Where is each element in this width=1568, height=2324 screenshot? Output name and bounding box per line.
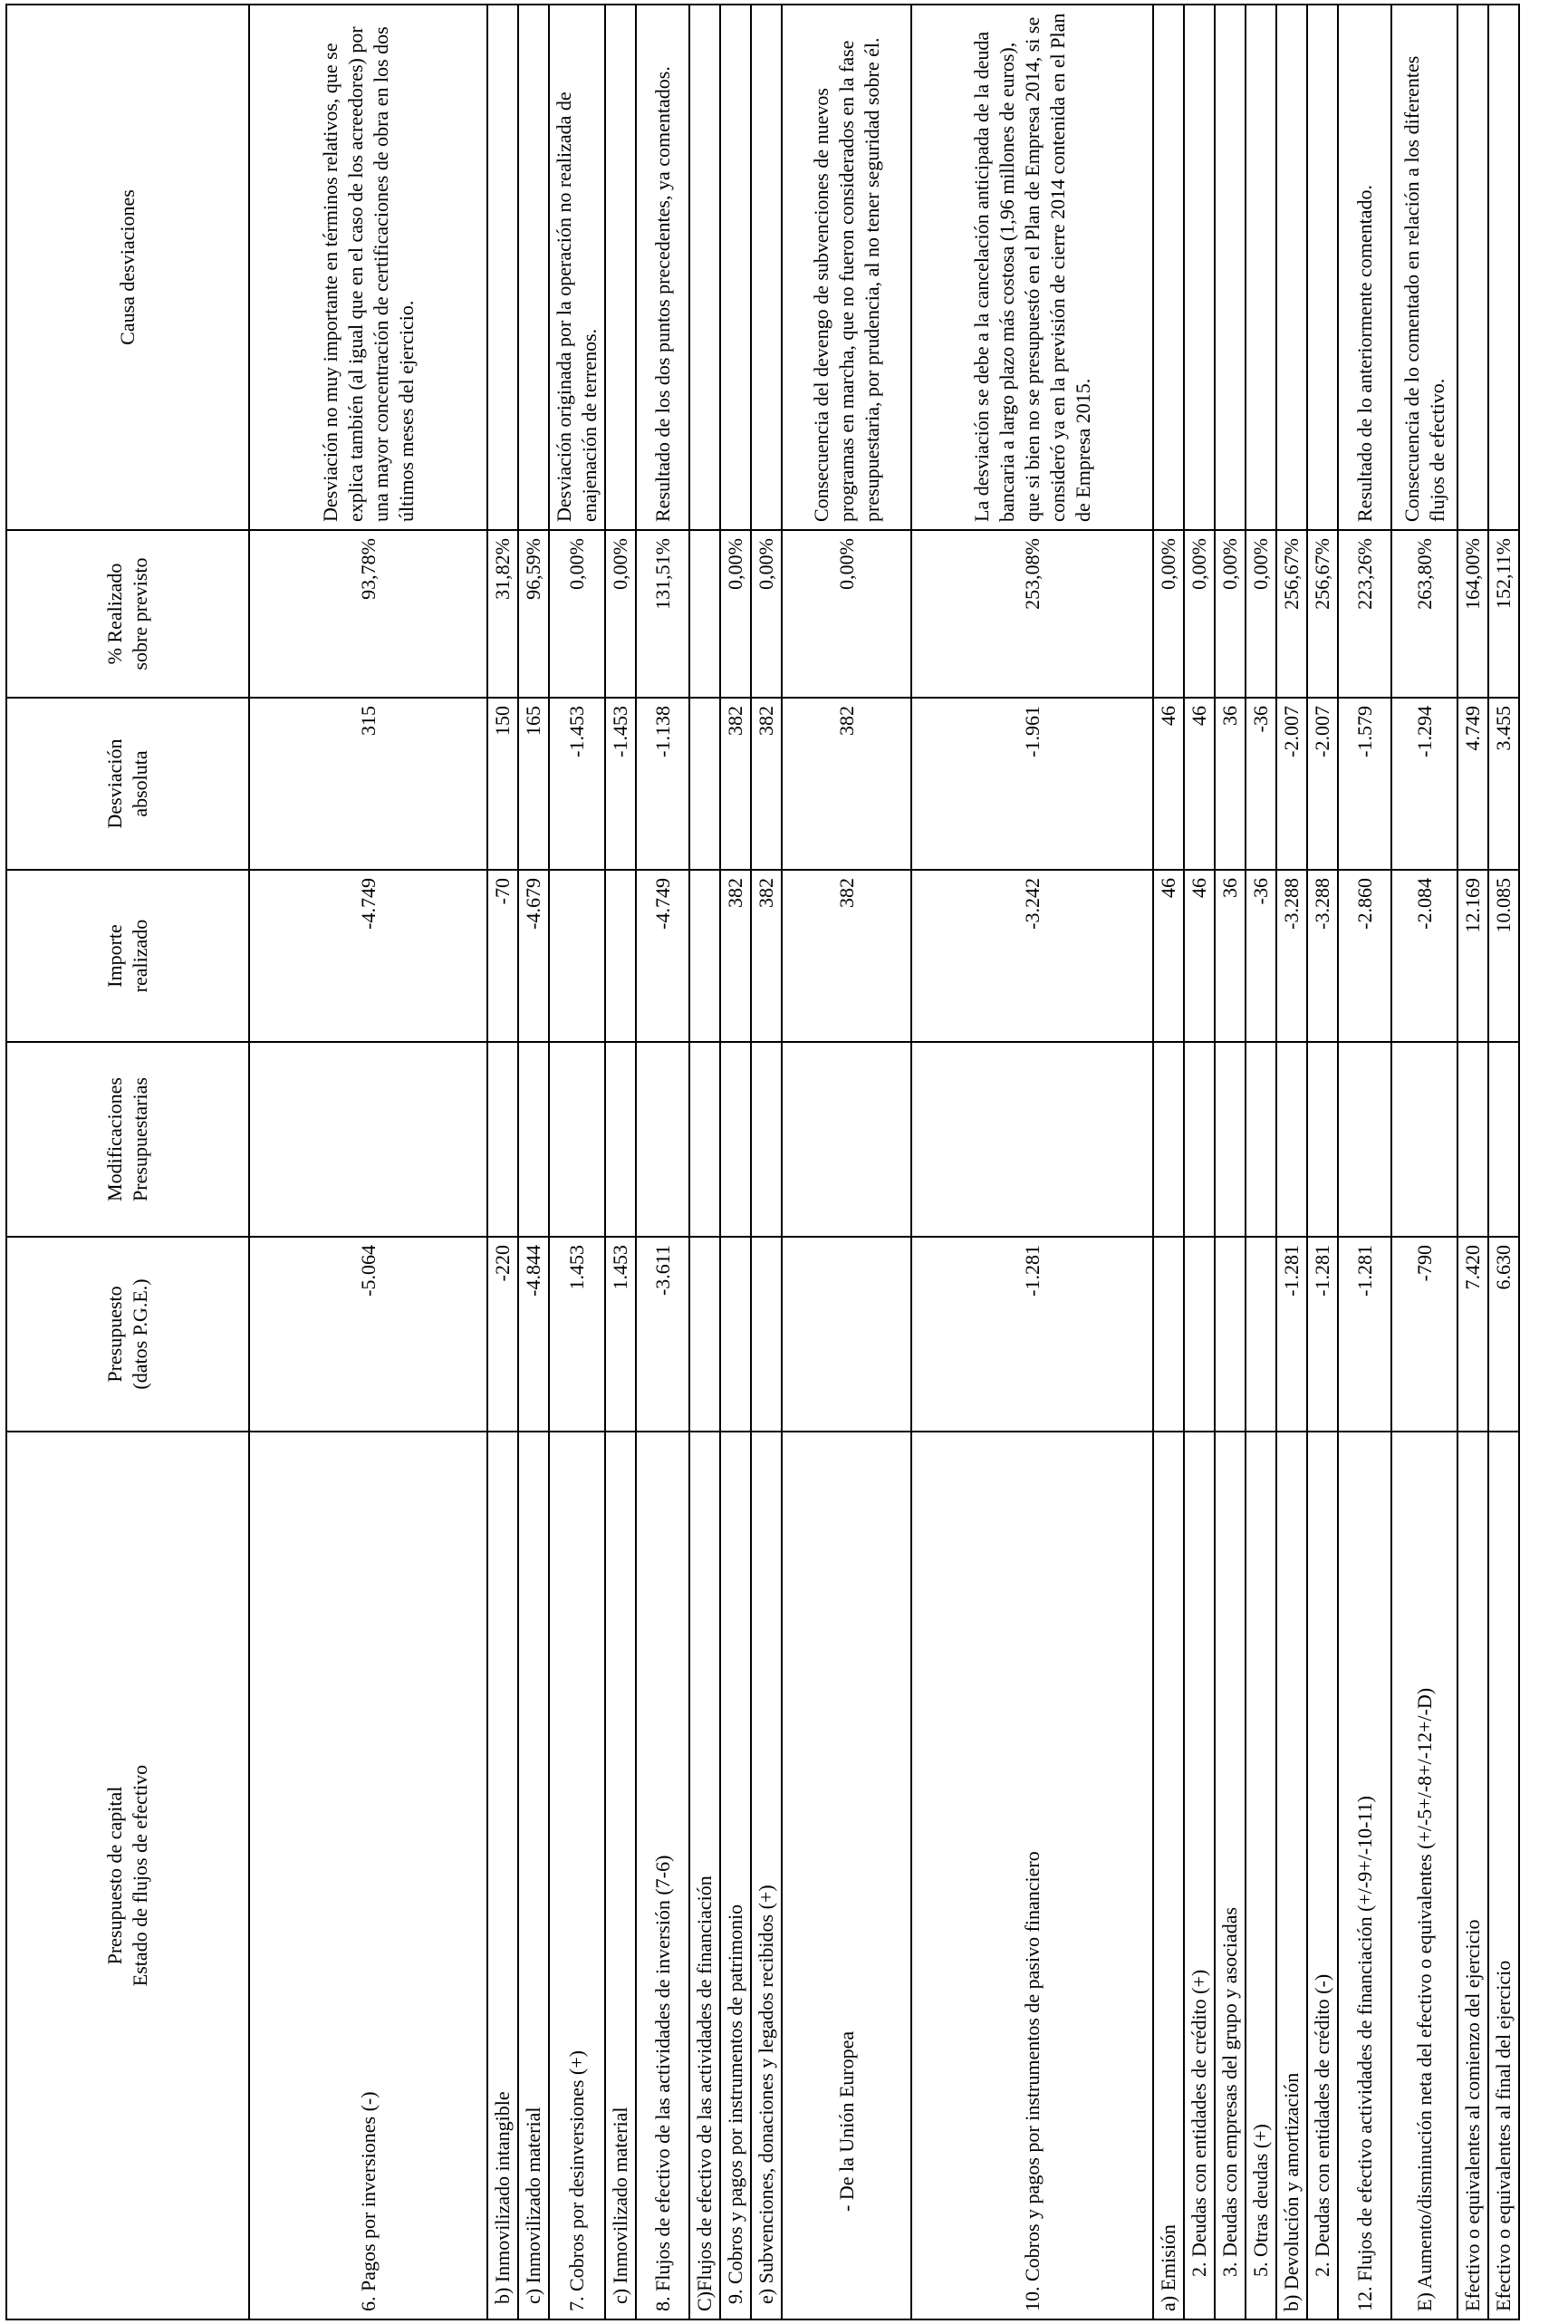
header-modificaciones: Modificaciones Presupuestarias: [6, 1042, 249, 1237]
cell-importe: 12.169: [1457, 870, 1488, 1042]
cell-concepto: Efectivo o equivalentes al comienzo del ejercicio: [1457, 1432, 1488, 2319]
cell-concepto: 6. Pagos por inversiones (-): [249, 1432, 487, 2319]
cell-modificaciones: [487, 1042, 518, 1237]
cell-modificaciones: [1338, 1042, 1391, 1237]
cell-porcentaje: 164,00%: [1457, 530, 1488, 698]
cell-desviacion: -1.453: [549, 698, 605, 870]
cell-importe: -70: [487, 870, 518, 1042]
table-row: [1338, 5, 1391, 2319]
cell-causa: [1184, 5, 1215, 530]
cell-porcentaje: 96,59%: [518, 530, 549, 698]
cell-desviacion: [689, 698, 720, 870]
table-row: [782, 5, 911, 2319]
cell-presupuesto: 1.453: [605, 1237, 636, 1432]
cell-causa: [720, 5, 751, 530]
cell-causa: Consecuencia del devengo de subvenciones de nuevos programas en marcha, que no fueron considerados en la fase presupuestaria, por prudencia, al no tener seguridad sobre él.: [782, 5, 911, 530]
cell-importe: 46: [1184, 870, 1215, 1042]
cell-modificaciones: [1184, 1042, 1215, 1237]
cell-modificaciones: [911, 1042, 1153, 1237]
cell-presupuesto: -5.064: [249, 1237, 487, 1432]
cell-porcentaje: 0,00%: [782, 530, 911, 698]
cell-concepto: - De la Unión Europea: [782, 1432, 911, 2319]
cell-modificaciones: [1307, 1042, 1338, 1237]
cell-desviacion: 46: [1153, 698, 1184, 870]
cell-presupuesto: 7.420: [1457, 1237, 1488, 1432]
table-row: [1457, 5, 1488, 2319]
cell-causa: [1276, 5, 1307, 530]
table-row: [1276, 5, 1307, 2319]
cell-presupuesto: [1184, 1237, 1215, 1432]
cell-modificaciones: [636, 1042, 689, 1237]
cell-presupuesto: -1.281: [1338, 1237, 1391, 1432]
cell-importe: 382: [751, 870, 782, 1042]
cell-importe: 382: [720, 870, 751, 1042]
cell-desviacion: -36: [1246, 698, 1276, 870]
cell-desviacion: 165: [518, 698, 549, 870]
cell-presupuesto: -790: [1391, 1237, 1457, 1432]
header-causa: Causa desviaciones: [6, 5, 249, 530]
cell-presupuesto: -220: [487, 1237, 518, 1432]
table-row: [911, 5, 1153, 2319]
cell-concepto: e) Subvenciones, donaciones y legados recibidos (+): [751, 1432, 782, 2319]
cell-causa: [1488, 5, 1519, 530]
cell-modificaciones: [751, 1042, 782, 1237]
header-presupuesto: Presupuesto (datos P.G.E.): [6, 1237, 249, 1432]
cell-concepto: a) Emisión: [1153, 1432, 1184, 2319]
cell-modificaciones: [549, 1042, 605, 1237]
table-row: [249, 5, 487, 2319]
cash-flow-table: [5, 4, 1520, 2320]
cell-desviacion: 382: [782, 698, 911, 870]
cell-concepto: 10. Cobros y pagos por instrumentos de pasivo financiero: [911, 1432, 1153, 2319]
cell-presupuesto: -1.281: [1276, 1237, 1307, 1432]
table-row: [636, 5, 689, 2319]
cell-porcentaje: 0,00%: [605, 530, 636, 698]
cell-porcentaje: 256,67%: [1307, 530, 1338, 698]
table-row: [1215, 5, 1246, 2319]
cell-causa: [518, 5, 549, 530]
cell-importe: -3.288: [1307, 870, 1338, 1042]
cell-importe: -3.288: [1276, 870, 1307, 1042]
cell-causa: [1215, 5, 1246, 530]
cell-modificaciones: [1246, 1042, 1276, 1237]
cell-modificaciones: [518, 1042, 549, 1237]
cell-presupuesto: 1.453: [549, 1237, 605, 1432]
cell-causa: [605, 5, 636, 530]
cell-porcentaje: 0,00%: [720, 530, 751, 698]
cell-desviacion: 4.749: [1457, 698, 1488, 870]
cell-desviacion: -1.961: [911, 698, 1153, 870]
cell-desviacion: -2.007: [1276, 698, 1307, 870]
cell-presupuesto: -4.844: [518, 1237, 549, 1432]
cell-causa: [1457, 5, 1488, 530]
cell-porcentaje: 31,82%: [487, 530, 518, 698]
cell-causa: [1307, 5, 1338, 530]
cell-concepto: 2. Deudas con entidades de crédito (+): [1184, 1432, 1215, 2319]
cell-modificaciones: [1276, 1042, 1307, 1237]
cell-concepto: 5. Otras deudas (+): [1246, 1432, 1276, 2319]
cell-desviacion: -1.138: [636, 698, 689, 870]
cell-porcentaje: 0,00%: [1153, 530, 1184, 698]
table-row: [1391, 5, 1457, 2319]
table-body: [249, 5, 1519, 2319]
cell-desviacion: -1.294: [1391, 698, 1457, 870]
cell-modificaciones: [249, 1042, 487, 1237]
cell-porcentaje: 0,00%: [751, 530, 782, 698]
cell-presupuesto: -3.611: [636, 1237, 689, 1432]
table-row: [605, 5, 636, 2319]
cell-causa: [689, 5, 720, 530]
cell-importe: 10.085: [1488, 870, 1519, 1042]
table-row: [751, 5, 782, 2319]
cell-presupuesto: [720, 1237, 751, 1432]
table-row: [1246, 5, 1276, 2319]
header-row: [6, 5, 249, 2319]
cell-modificaciones: [1457, 1042, 1488, 1237]
cell-importe: -4.679: [518, 870, 549, 1042]
header-concepto: Presupuesto de capital Estado de flujos de efectivo: [6, 1432, 249, 2319]
cell-importe: [549, 870, 605, 1042]
cell-concepto: 7. Cobros por desinversiones (+): [549, 1432, 605, 2319]
table-row: [1307, 5, 1338, 2319]
cell-importe: 46: [1153, 870, 1184, 1042]
table-row: [487, 5, 518, 2319]
cell-modificaciones: [1215, 1042, 1246, 1237]
cell-modificaciones: [1153, 1042, 1184, 1237]
cell-causa: Desviación originada por la operación no realizada de enajenación de terrenos.: [549, 5, 605, 530]
cell-porcentaje: 0,00%: [1184, 530, 1215, 698]
cell-presupuesto: [751, 1237, 782, 1432]
cell-causa: [487, 5, 518, 530]
cell-porcentaje: 0,00%: [1215, 530, 1246, 698]
cell-concepto: E) Aumento/disminución neta del efectivo o equivalentes (+/-5+/-8+/-12+/-D): [1391, 1432, 1457, 2319]
cell-desviacion: 315: [249, 698, 487, 870]
cell-porcentaje: 0,00%: [1246, 530, 1276, 698]
cell-concepto: 8. Flujos de efectivo de las actividades de inversión (7-6): [636, 1432, 689, 2319]
cell-causa: [1246, 5, 1276, 530]
cell-modificaciones: [1488, 1042, 1519, 1237]
cell-presupuesto: [689, 1237, 720, 1432]
cell-porcentaje: 256,67%: [1276, 530, 1307, 698]
table-row: [518, 5, 549, 2319]
cell-porcentaje: 253,08%: [911, 530, 1153, 698]
cell-concepto: c) Inmovilizado material: [518, 1432, 549, 2319]
cell-importe: -4.749: [249, 870, 487, 1042]
cell-concepto: 2. Deudas con entidades de crédito (-): [1307, 1432, 1338, 2319]
cell-modificaciones: [782, 1042, 911, 1237]
cell-concepto: Efectivo o equivalentes al final del ejercicio: [1488, 1432, 1519, 2319]
cell-concepto: C)Flujos de efectivo de las actividades de financiación: [689, 1432, 720, 2319]
cell-porcentaje: 131,51%: [636, 530, 689, 698]
cell-desviacion: 150: [487, 698, 518, 870]
cell-presupuesto: [782, 1237, 911, 1432]
cell-modificaciones: [720, 1042, 751, 1237]
cell-importe: 382: [782, 870, 911, 1042]
cell-presupuesto: [1153, 1237, 1184, 1432]
table-row: [549, 5, 605, 2319]
cell-importe: -3.242: [911, 870, 1153, 1042]
cell-porcentaje: 0,00%: [549, 530, 605, 698]
cell-desviacion: 3.455: [1488, 698, 1519, 870]
cell-concepto: 3. Deudas con empresas del grupo y asociadas: [1215, 1432, 1246, 2319]
cell-importe: -4.749: [636, 870, 689, 1042]
cell-desviacion: 382: [751, 698, 782, 870]
cell-modificaciones: [1391, 1042, 1457, 1237]
table-row: [689, 5, 720, 2319]
cell-causa: Resultado de los dos puntos precedentes, ya comentados.: [636, 5, 689, 530]
cell-desviacion: 36: [1215, 698, 1246, 870]
cell-concepto: 12. Flujos de efectivo actividades de financiación (+/-9+/-10-11): [1338, 1432, 1391, 2319]
cell-desviacion: 46: [1184, 698, 1215, 870]
cell-presupuesto: [1215, 1237, 1246, 1432]
cell-desviacion: 382: [720, 698, 751, 870]
table-row: [720, 5, 751, 2319]
table-row: [1184, 5, 1215, 2319]
cell-importe: -36: [1246, 870, 1276, 1042]
cell-desviacion: -2.007: [1307, 698, 1338, 870]
cell-causa: Resultado de lo anteriormente comentado.: [1338, 5, 1391, 530]
header-desviacion: Desviación absoluta: [6, 698, 249, 870]
cell-desviacion: -1.579: [1338, 698, 1391, 870]
header-importe: Importe realizado: [6, 870, 249, 1042]
cell-modificaciones: [689, 1042, 720, 1237]
cell-causa: La desviación se debe a la cancelación anticipada de la deuda bancaria a largo plazo más costosa (1,96 millones de euros), que si bien no se presupuestó en el Plan de Empresa 2014, si se consideró ya en la previsión de cierre 2014 contenida en el Plan de Empresa 2015.: [911, 5, 1153, 530]
cell-importe: -2.860: [1338, 870, 1391, 1042]
cell-importe: -2.084: [1391, 870, 1457, 1042]
cell-importe: [689, 870, 720, 1042]
cell-importe: 36: [1215, 870, 1246, 1042]
cell-modificaciones: [605, 1042, 636, 1237]
cell-porcentaje: [689, 530, 720, 698]
cell-presupuesto: -1.281: [1307, 1237, 1338, 1432]
table-row: [1488, 5, 1519, 2319]
cell-concepto: b) Inmovilizado intangible: [487, 1432, 518, 2319]
cell-concepto: b) Devolución y amortización: [1276, 1432, 1307, 2319]
header-porcentaje: % Realizado sobre previsto: [6, 530, 249, 698]
cell-porcentaje: 152,11%: [1488, 530, 1519, 698]
cell-concepto: c) Inmovilizado material: [605, 1432, 636, 2319]
cell-porcentaje: 223,26%: [1338, 530, 1391, 698]
cell-causa: [751, 5, 782, 530]
cell-concepto: 9. Cobros y pagos por instrumentos de patrimonio: [720, 1432, 751, 2319]
cell-causa: Consecuencia de lo comentado en relación a los diferentes flujos de efectivo.: [1391, 5, 1457, 530]
cell-presupuesto: -1.281: [911, 1237, 1153, 1432]
cell-presupuesto: 6.630: [1488, 1237, 1519, 1432]
cell-porcentaje: 93,78%: [249, 530, 487, 698]
cell-porcentaje: 263,80%: [1391, 530, 1457, 698]
cell-causa: Desviación no muy importante en términos relativos, que se explica también (al igual que en el caso de los acreedores) por una mayor concentración de certificaciones de obra en los dos últimos meses del ejercicio.: [249, 5, 487, 530]
cell-importe: [605, 870, 636, 1042]
cell-causa: [1153, 5, 1184, 530]
table-row: [1153, 5, 1184, 2319]
cell-presupuesto: [1246, 1237, 1276, 1432]
cell-desviacion: -1.453: [605, 698, 636, 870]
